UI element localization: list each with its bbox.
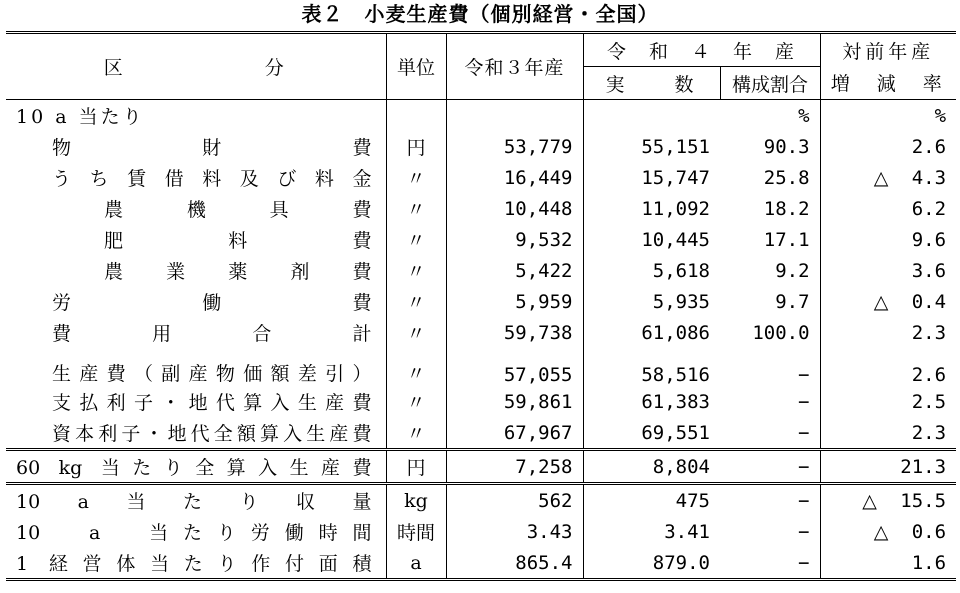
table-row [6, 255, 956, 286]
row-zogen [820, 516, 956, 547]
row-kosei: − [720, 547, 820, 580]
table-row [6, 547, 956, 580]
zogen-value: 15.5 [900, 489, 947, 512]
zogen-value: 21.3 [900, 455, 947, 478]
row-label [6, 547, 386, 580]
zogen-value: 1.6 [911, 551, 947, 574]
row-zogen [820, 484, 956, 517]
row-label-text: 10 a 当たり労働時間 [16, 522, 372, 544]
row-zogen [820, 386, 956, 417]
row-label-text: うち賃借料及び料金 [52, 168, 372, 190]
row-unit: 〃 [386, 386, 446, 417]
row-kosei: − [720, 386, 820, 417]
row-r4: 58,516 [641, 364, 710, 386]
zogen-value: 2.3 [911, 321, 947, 344]
row-r4 [583, 100, 720, 132]
row-label [6, 348, 386, 386]
row-unit: 〃 [386, 193, 446, 224]
row-label-text: 生産費（副産物価額差引） [52, 363, 372, 385]
row-label-text: 費用合計 [52, 323, 372, 345]
row-label-text: 農機具費 [104, 199, 372, 221]
header-taizen-2: 増 減 率 [830, 73, 946, 96]
row-r3: 53,779 [446, 131, 583, 162]
row-zogen [820, 162, 956, 193]
zogen-value: % [934, 104, 947, 127]
row-r3: 10,448 [446, 193, 583, 224]
row-r3: 59,861 [446, 386, 583, 417]
table-body [6, 100, 956, 580]
header-jissu: 実 数 [583, 67, 720, 100]
table-row [6, 162, 956, 193]
row-unit: 〃 [386, 417, 446, 450]
row-label-text: 労働費 [52, 292, 372, 314]
row-kosei: 90.3 [720, 131, 820, 162]
row-kosei: 25.8 [720, 162, 820, 193]
row-r3: 865.4 [446, 547, 583, 580]
row-zogen [820, 348, 956, 386]
row-unit: 〃 [386, 255, 446, 286]
table-row [6, 317, 956, 348]
row-label [6, 386, 386, 417]
row-r3 [446, 100, 583, 132]
zogen-value: 2.6 [911, 364, 947, 386]
row-unit: 〃 [386, 348, 446, 386]
row-r3: 7,258 [446, 450, 583, 484]
zogen-value: 2.3 [911, 421, 947, 444]
row-unit: 時間 [386, 516, 446, 547]
zogen-value: 2.5 [911, 390, 947, 413]
table-row [6, 131, 956, 162]
row-kosei: 9.2 [720, 255, 820, 286]
row-zogen [820, 193, 956, 224]
decrease-triangle-icon: △ [873, 166, 889, 189]
row-label-text: 10 a 当 た り 収 量 [16, 491, 372, 513]
row-label [6, 224, 386, 255]
table-row [6, 193, 956, 224]
row-r4: 61,383 [641, 390, 710, 413]
row-label [6, 193, 386, 224]
row-unit: 円 [386, 450, 446, 484]
row-r4: 55,151 [641, 135, 710, 158]
row-label [6, 516, 386, 547]
row-r4: 5,618 [652, 259, 710, 282]
row-label-text: 資本利子・地代全額算入生産費 [52, 423, 372, 445]
decrease-triangle-icon: △ [862, 489, 877, 512]
row-zogen [820, 255, 956, 286]
row-unit: 〃 [386, 162, 446, 193]
row-r3: 562 [446, 484, 583, 517]
table-row [6, 100, 956, 132]
row-unit [386, 100, 446, 132]
header-kosei: 構成割合 [720, 67, 820, 100]
header-taizen-1: 対前年産 [842, 40, 935, 63]
row-r4: 3.41 [664, 520, 710, 543]
row-r4: 8,804 [652, 455, 710, 478]
table-row [6, 348, 956, 386]
row-r3: 5,959 [446, 286, 583, 317]
row-zogen [820, 131, 956, 162]
row-label-text: 60 kg 当たり全算入生産費 [16, 457, 372, 479]
row-label [6, 100, 386, 132]
row-label-text: 支払利子・地代算入生産費 [52, 392, 372, 414]
row-kosei: 9.7 [720, 286, 820, 317]
zogen-value: 6.2 [911, 197, 947, 220]
zogen-value: 2.6 [911, 135, 947, 158]
row-label-text: 物 財 費 [52, 137, 372, 159]
row-kosei: − [720, 516, 820, 547]
table-row [6, 484, 956, 517]
row-label [6, 484, 386, 517]
row-unit: a [386, 547, 446, 580]
row-kosei: − [720, 348, 820, 386]
row-r3: 3.43 [446, 516, 583, 547]
table-row [6, 516, 956, 547]
zogen-value: 0.6 [911, 520, 947, 543]
row-r4: 475 [675, 489, 710, 512]
row-label-text: 農業薬剤費 [104, 261, 372, 283]
zogen-value: 4.3 [911, 166, 947, 189]
row-r3: 16,449 [446, 162, 583, 193]
header-r4: 令 和 ４ 年 産 [583, 33, 820, 67]
row-zogen [820, 417, 956, 450]
zogen-value: 0.4 [911, 290, 947, 313]
row-label-text: 10 a 当たり [16, 106, 145, 128]
header-tani: 単位 [386, 33, 446, 100]
zogen-value: 9.6 [911, 228, 947, 251]
row-label [6, 450, 386, 484]
row-kosei: 18.2 [720, 193, 820, 224]
table-row [6, 224, 956, 255]
header-r3: 令和３年産 [446, 33, 583, 100]
header-kubun: 区 分 [103, 57, 288, 79]
row-zogen [820, 100, 956, 132]
decrease-triangle-icon: △ [873, 290, 889, 313]
row-unit: 円 [386, 131, 446, 162]
row-r3: 57,055 [446, 348, 583, 386]
row-zogen [820, 450, 956, 484]
row-label [6, 255, 386, 286]
row-label [6, 417, 386, 450]
row-unit: 〃 [386, 317, 446, 348]
row-zogen [820, 317, 956, 348]
row-r3: 9,532 [446, 224, 583, 255]
row-r4: 61,086 [641, 321, 710, 344]
table-row [6, 286, 956, 317]
row-kosei: % [720, 100, 820, 132]
zogen-value: 3.6 [911, 259, 947, 282]
row-kosei: − [720, 484, 820, 517]
row-unit: kg [386, 484, 446, 517]
row-kosei: − [720, 417, 820, 450]
row-r3: 67,967 [446, 417, 583, 450]
row-zogen [820, 286, 956, 317]
row-r4: 11,092 [641, 197, 710, 220]
row-r4: 15,747 [641, 166, 710, 189]
production-cost-table [6, 31, 956, 581]
row-label-text: 1 経営体当たり作付面積 [16, 553, 372, 575]
decrease-triangle-icon: △ [873, 520, 889, 543]
row-kosei: 17.1 [720, 224, 820, 255]
row-zogen [820, 224, 956, 255]
row-r3: 5,422 [446, 255, 583, 286]
row-r4: 10,445 [641, 228, 710, 251]
table-row [6, 450, 956, 484]
row-label [6, 286, 386, 317]
row-kosei: 100.0 [720, 317, 820, 348]
row-r3: 59,738 [446, 317, 583, 348]
row-label [6, 162, 386, 193]
row-zogen [820, 547, 956, 580]
table-title: 表２ 小麦生産費（個別経営・全国） [301, 2, 659, 26]
row-r4: 879.0 [652, 551, 710, 574]
row-unit: 〃 [386, 224, 446, 255]
row-unit: 〃 [386, 286, 446, 317]
row-label-text: 肥料費 [104, 230, 372, 252]
row-kosei: − [720, 450, 820, 484]
row-r4: 69,551 [641, 421, 710, 444]
row-label [6, 317, 386, 348]
row-label [6, 131, 386, 162]
table-row [6, 417, 956, 450]
table-row [6, 386, 956, 417]
row-r4: 5,935 [652, 290, 710, 313]
